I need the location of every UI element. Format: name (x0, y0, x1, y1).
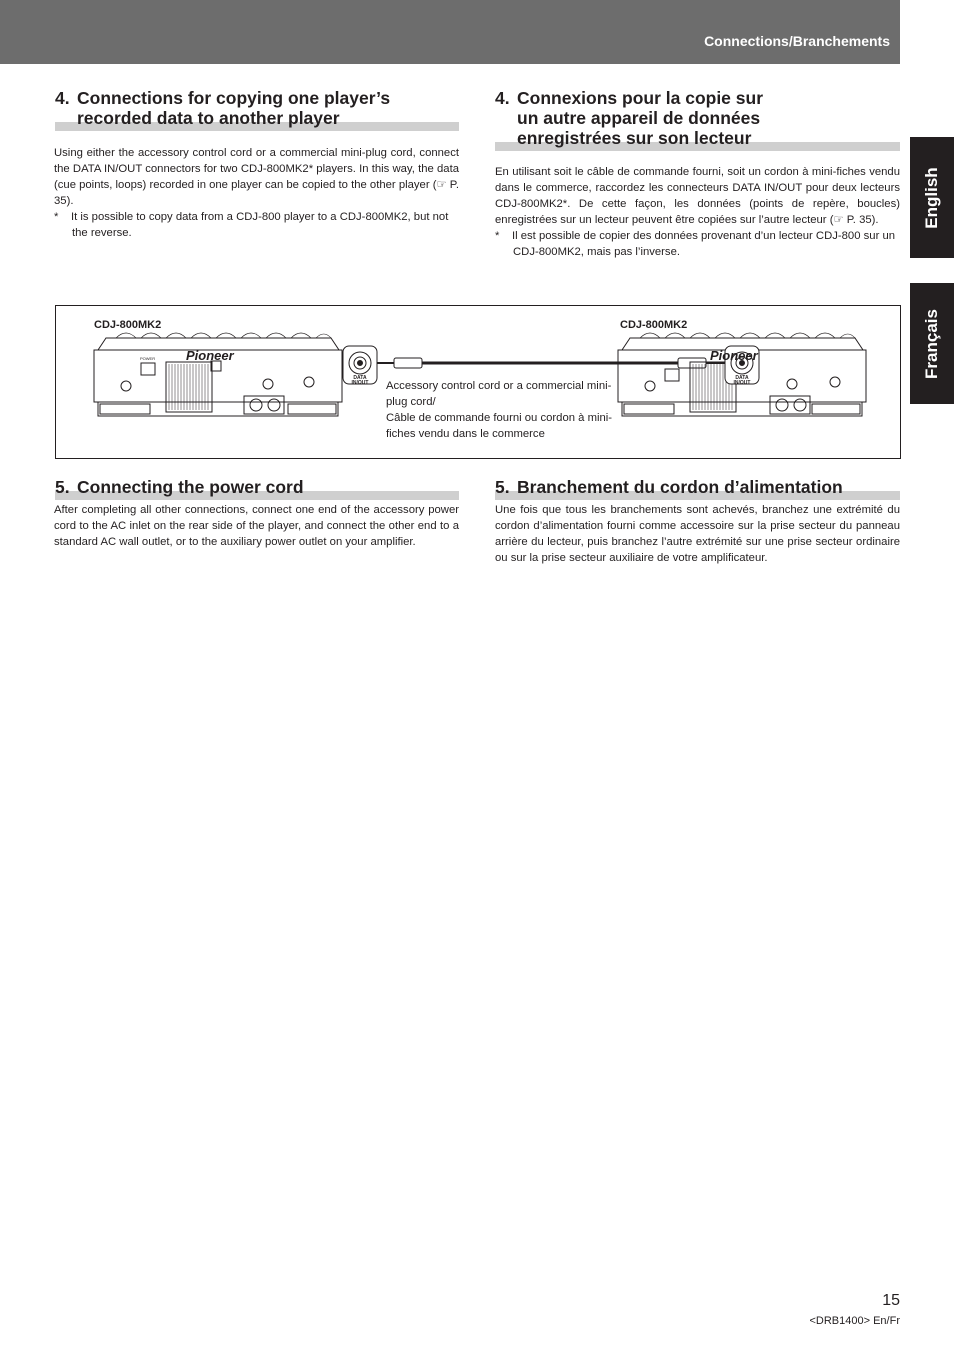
fr-heading-5-number: 5. (495, 477, 510, 497)
data-jack-label: IN/OUT (351, 380, 369, 386)
power-label: POWER (140, 356, 156, 361)
fr-heading-4-title: Connexions pour la copie sur un autre appareil de données enregistrées sur son lecteur (517, 88, 764, 148)
header-bar (0, 0, 900, 64)
connection-diagram (55, 305, 901, 459)
fr-heading-4-number: 4. (495, 88, 510, 108)
data-jack-label: DATA (735, 375, 749, 381)
en-heading-5 (55, 477, 459, 497)
fr-section-4-text (495, 164, 900, 260)
en-footnote-mark: * (54, 211, 59, 223)
data-jack-label: DATA (353, 375, 367, 381)
tab-english-label: English (922, 166, 941, 229)
en-heading-5-title: Connecting the power cord (77, 477, 304, 497)
en-heading-4-title: Connections for copying one player’s recorded data to another player (77, 88, 391, 128)
right-player-label: CDJ-800MK2 (620, 319, 688, 331)
brand-logo: Pioneer (710, 348, 758, 363)
en-footnote (54, 209, 459, 241)
fr-footnote-mark: * (495, 230, 500, 242)
fr-footnote (495, 228, 900, 260)
en-section-4-body: Using either the accessory control cord or a commercial mini-plug cord, connect the DATA IN/OUT connectors for two CDJ-800MK2* players. In this way, the data (cue points, loops) recorded in one player can be copied to the other player (☞ P. 35). (54, 147, 459, 207)
en-heading-4 (55, 88, 459, 128)
en-footnote-text: It is possible to copy data from a CDJ-800 player to a CDJ-800MK2, but not the reverse. (70, 211, 449, 239)
fr-section-4-body: En utilisant soit le câble de commande fourni, soit un cordon à mini-fiches vendu dans le commerce, raccordez les connecteurs DATA IN/OUT pour deux lecteurs CDJ-800MK2*. De cette façon, les données (points de repère, boucles) enregistrées sur un lecteur peuvent être copiées sur l’autre lecteur (☞ P. 35). (495, 166, 900, 226)
document-code: <DRB1400> En/Fr (809, 1315, 900, 1327)
brand-logo: Pioneer (186, 348, 234, 363)
tab-french[interactable] (910, 283, 954, 404)
tab-french-label: Français (922, 308, 941, 379)
fr-section-5-body: Une fois que tous les branchements sont achevés, branchez une extrémité du cordon d’alimentation fourni comme accessoire sur la prise secteur du panneau arrière du lecteur, puis branchez l’autre extrémité sur une prise secteur ordinaire ou sur la prise secteur auxiliaire de votre amplificateur. (495, 504, 900, 564)
en-section-5-body: After completing all other connections, connect one end of the accessory power cord to the AC inlet on the rear side of the player, and connect the other end to a standard AC wall outlet, or to the auxiliary power outlet on your amplifier. (54, 504, 459, 548)
page-number: 15 (882, 1292, 900, 1309)
en-section-5-text (54, 502, 459, 550)
section-header: Connections/Branchements (704, 33, 890, 49)
fr-heading-5 (495, 477, 900, 497)
left-player-label: CDJ-800MK2 (94, 319, 162, 331)
fr-footnote-text: Il est possible de copier des données provenant d’un lecteur CDJ-800 sur un CDJ-800MK2, mais pas l’inverse. (511, 230, 896, 258)
fr-section-5-text (495, 502, 900, 566)
tab-english[interactable] (910, 137, 954, 258)
cable-caption-fr: Câble de commande fourni ou cordon à mini-fiches vendu dans le commerce (386, 412, 613, 440)
data-jack-label: IN/OUT (733, 380, 751, 386)
en-heading-5-number: 5. (55, 477, 70, 497)
cable-caption (386, 378, 616, 442)
cable-caption-en: Accessory control cord or a commercial mini-plug cord/ (386, 380, 612, 408)
en-section-4-text (54, 145, 459, 241)
fr-heading-5-title: Branchement du cordon d’alimentation (517, 477, 843, 497)
fr-heading-4 (495, 88, 900, 148)
en-heading-4-number: 4. (55, 88, 70, 108)
